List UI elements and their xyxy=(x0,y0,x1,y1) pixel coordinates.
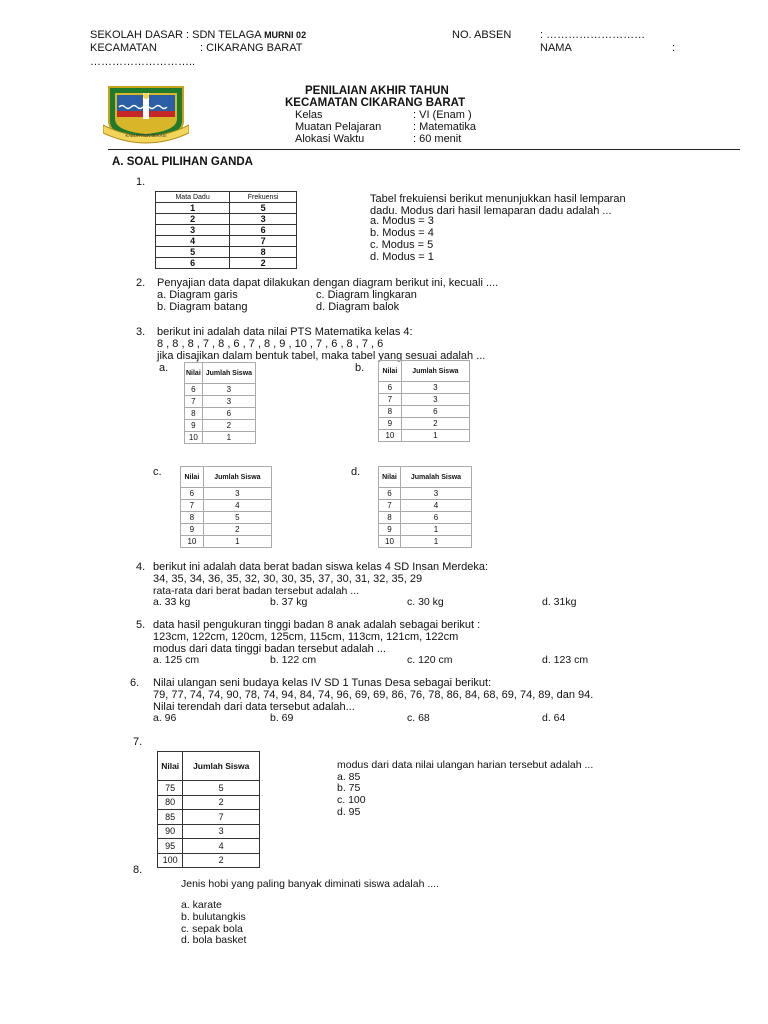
cell: 1 xyxy=(400,524,471,536)
cell: 10 xyxy=(379,536,401,548)
table-row xyxy=(156,225,297,236)
table-row xyxy=(379,488,472,500)
q5-option-a: a. 125 cm xyxy=(153,654,200,666)
q8-option-c: c. sepak bola xyxy=(181,923,243,935)
district-label: KECAMATAN xyxy=(90,42,157,54)
cell: 6 xyxy=(185,384,203,396)
cell: 3 xyxy=(400,488,471,500)
q3-letter-c: c. xyxy=(153,466,162,478)
q4-option-b: b. 37 kg xyxy=(270,596,308,608)
q8-option-a: a. karate xyxy=(181,899,222,911)
cell: 6 xyxy=(379,382,402,394)
cell: 3 xyxy=(202,384,255,396)
table-row xyxy=(181,512,272,524)
table-row xyxy=(158,839,260,854)
q1-text-2: dadu. Modus dari hasil lemaparan dadu adalah ... xyxy=(370,205,612,217)
q7-option-b: b. 75 xyxy=(337,782,361,794)
q1-option-c: c. Modus = 5 xyxy=(370,239,434,251)
cell: 6 xyxy=(181,488,204,500)
table-row xyxy=(156,236,297,247)
header-jumlah: Jumlah Siswa xyxy=(202,363,255,384)
cell: 2 xyxy=(401,418,469,430)
info-kelas-value: : VI (Enam ) xyxy=(413,109,472,121)
absen-label: NO. ABSEN xyxy=(452,29,512,41)
q7-number: 7. xyxy=(133,736,143,748)
title-line-2: KECAMATAN CIKARANG BARAT xyxy=(285,97,466,109)
q8-option-b: b. bulutangkis xyxy=(181,911,246,923)
cell: 7 xyxy=(379,500,401,512)
q6-text-2: 79, 77, 74, 74, 90, 78, 74, 94, 84, 74, 96, 69, 69, 86, 76, 78, 86, 84, 68, 69, 74, 89, dan 94. xyxy=(153,689,594,701)
cell: 5 xyxy=(156,247,230,258)
table-row xyxy=(379,406,470,418)
cell: 3 xyxy=(401,382,469,394)
q1-option-b: b. Modus = 4 xyxy=(370,227,434,239)
cell: 7 xyxy=(230,236,297,247)
q5-option-c: c. 120 cm xyxy=(407,654,453,666)
table-row xyxy=(156,214,297,225)
cell: 10 xyxy=(181,536,204,548)
q1-number: 1. xyxy=(136,176,146,188)
cell: 2 xyxy=(230,258,297,269)
cell: 5 xyxy=(230,203,297,214)
cell: 95 xyxy=(158,839,183,854)
q2-option-b: b. Diagram batang xyxy=(157,301,248,313)
cell: 1 xyxy=(202,432,255,444)
section-title: A. SOAL PILIHAN GANDA xyxy=(112,156,253,168)
cell: 90 xyxy=(158,824,183,839)
q2-text: Penyajian data dapat dilakukan dengan diagram berikut ini, kecuali .... xyxy=(157,277,499,289)
table-row xyxy=(185,408,256,420)
cell: 80 xyxy=(158,795,183,810)
cell: 8 xyxy=(379,512,401,524)
cell: 3 xyxy=(202,396,255,408)
table-row xyxy=(379,500,472,512)
table-row xyxy=(379,512,472,524)
q4-text-1: berikut ini adalah data berat badan siswa kelas 4 SD Insan Merdeka: xyxy=(153,561,489,573)
table-row xyxy=(181,488,272,500)
name-label: NAMA xyxy=(540,42,572,54)
cell: 7 xyxy=(185,396,203,408)
q2-option-a: a. Diagram garis xyxy=(157,289,238,301)
cell: 3 xyxy=(230,214,297,225)
cell: 7 xyxy=(181,500,204,512)
q2-number: 2. xyxy=(136,277,146,289)
cell: 1 xyxy=(156,203,230,214)
q8-text: Jenis hobi yang paling banyak diminati siswa adalah .... xyxy=(181,878,439,890)
cell: 100 xyxy=(158,853,183,868)
title-line-1: PENILAIAN AKHIR TAHUN xyxy=(305,85,449,97)
header-nilai: Nilai xyxy=(379,361,402,382)
q8-option-d: d. bola basket xyxy=(181,934,247,946)
cell: 85 xyxy=(158,810,183,825)
header-nilai: Nilai xyxy=(185,363,203,384)
school-value: SDN TELAGA xyxy=(192,29,261,41)
cell: 4 xyxy=(203,500,271,512)
table-row xyxy=(158,795,260,810)
q4-text-3: rata-rata dari berat badan tersebut adalah ... xyxy=(153,585,360,597)
q4-option-a: a. 33 kg xyxy=(153,596,191,608)
cell: 9 xyxy=(181,524,204,536)
q2-option-c: c. Diagram lingkaran xyxy=(316,289,417,301)
table-row xyxy=(181,536,272,548)
cell: 6 xyxy=(202,408,255,420)
q8-number: 8. xyxy=(133,864,143,876)
cell: 2 xyxy=(202,420,255,432)
header-jumlah: Jumlah Siswa xyxy=(183,752,260,781)
cell: 5 xyxy=(203,512,271,524)
cell: 2 xyxy=(156,214,230,225)
cell: 6 xyxy=(379,488,401,500)
cell: 8 xyxy=(185,408,203,420)
table-row xyxy=(379,536,472,548)
cell: 75 xyxy=(158,781,183,796)
district-value: : CIKARANG BARAT xyxy=(200,42,303,54)
header-nilai: Nilai xyxy=(379,467,401,488)
q3-table-a xyxy=(184,362,256,444)
header-jumlah: Jumlah Siswa xyxy=(203,467,271,488)
q3-table-c xyxy=(180,466,272,548)
q5-text-2: 123cm, 122cm, 120cm, 125cm, 115cm, 113cm, 121cm, 122cm xyxy=(153,631,459,643)
name-colon: : xyxy=(672,42,676,54)
q1-header-frekuensi: Frekuensi xyxy=(230,192,297,203)
q4-number: 4. xyxy=(136,561,146,573)
table-row xyxy=(158,824,260,839)
q4-text-2: 34, 35, 34, 36, 35, 32, 30, 30, 35, 37, 30, 31, 32, 35, 29 xyxy=(153,573,423,585)
table-row xyxy=(156,247,297,258)
q6-text-1: Nilai ulangan seni budaya kelas IV SD 1 Tunas Desa sebagai berikut: xyxy=(153,677,492,689)
name-dots: ……………………….. xyxy=(90,56,196,68)
q1-header-mata-dadu: Mata Dadu xyxy=(156,192,230,203)
cell: 3 xyxy=(183,824,260,839)
q5-number: 5. xyxy=(136,619,146,631)
cell: 10 xyxy=(379,430,402,442)
q7-option-c: c. 100 xyxy=(337,794,366,806)
cell: 10 xyxy=(185,432,203,444)
table-row xyxy=(379,382,470,394)
table-row xyxy=(185,384,256,396)
q3-text-3: jika disajikan dalam bentuk tabel, maka tabel yang sesuai adalah ... xyxy=(157,350,486,362)
header-nilai: Nilai xyxy=(158,752,183,781)
cell: 2 xyxy=(183,853,260,868)
table-row xyxy=(156,258,297,269)
cell: 2 xyxy=(183,795,260,810)
q4-option-d: d. 31kg xyxy=(542,596,577,608)
q3-text-1: berikut ini adalah data nilai PTS Matematika kelas 4: xyxy=(157,326,413,338)
info-muatan-value: : Matematika xyxy=(413,121,476,133)
cell: 6 xyxy=(400,512,471,524)
cell: 9 xyxy=(379,524,401,536)
q1-frequency-table xyxy=(155,191,297,269)
cell: 4 xyxy=(400,500,471,512)
school-line xyxy=(90,29,306,41)
cell: 8 xyxy=(230,247,297,258)
q3-table-d xyxy=(378,466,472,548)
cell: 6 xyxy=(230,225,297,236)
header-divider xyxy=(108,149,740,150)
cell: 1 xyxy=(203,536,271,548)
cell: 1 xyxy=(401,430,469,442)
cell: 3 xyxy=(156,225,230,236)
header-nilai: Nilai xyxy=(181,467,204,488)
info-muatan-label: Muatan Pelajaran xyxy=(295,121,382,133)
school-suffix: MURNI 02 xyxy=(264,30,307,40)
q3-text-2: 8 , 8 , 8 , 7 , 8 , 6 , 7 , 8 , 9 , 10 , 7 , 6 , 8 , 7 , 6 xyxy=(157,338,384,350)
header-jumlah: Jumlah Siswa xyxy=(401,361,469,382)
cell: 4 xyxy=(183,839,260,854)
q6-option-c: c. 68 xyxy=(407,712,430,724)
absen-value: : ……………………… xyxy=(540,29,646,41)
q5-option-b: b. 122 cm xyxy=(270,654,317,666)
table-row xyxy=(379,418,470,430)
cell: 5 xyxy=(183,781,260,796)
table-row xyxy=(158,781,260,796)
school-label: SEKOLAH DASAR xyxy=(90,29,183,41)
q4-option-c: c. 30 kg xyxy=(407,596,444,608)
q6-number: 6. xyxy=(130,677,140,689)
q3-table-b xyxy=(378,360,470,442)
table-row xyxy=(379,394,470,406)
q6-option-b: b. 69 xyxy=(270,712,294,724)
q7-option-a: a. 85 xyxy=(337,771,361,783)
cell: 7 xyxy=(183,810,260,825)
q1-option-a: a. Modus = 3 xyxy=(370,215,434,227)
info-kelas-label: Kelas xyxy=(295,109,323,121)
cell: 8 xyxy=(181,512,204,524)
q7-text: modus dari data nilai ulangan harian tersebut adalah ... xyxy=(337,759,594,771)
info-alokasi-label: Alokasi Waktu xyxy=(295,133,365,145)
info-alokasi-value: : 60 menit xyxy=(413,133,462,145)
table-row xyxy=(156,203,297,214)
table-row xyxy=(181,500,272,512)
regency-logo xyxy=(103,81,189,145)
q7-table xyxy=(157,751,260,868)
q3-letter-a: a. xyxy=(159,362,169,374)
cell: 4 xyxy=(156,236,230,247)
header-jumalah: Jumalah Siswa xyxy=(400,467,471,488)
table-row xyxy=(185,396,256,408)
table-row xyxy=(158,853,260,868)
q7-option-d: d. 95 xyxy=(337,806,361,818)
cell: 9 xyxy=(379,418,402,430)
q6-text-3: Nilai terendah dari data tersebut adalah... xyxy=(153,701,355,713)
cell: 7 xyxy=(379,394,402,406)
cell: 9 xyxy=(185,420,203,432)
cell: 2 xyxy=(203,524,271,536)
q3-letter-d: d. xyxy=(351,466,361,478)
q1-option-d: d. Modus = 1 xyxy=(370,251,434,263)
q1-text-1: Tabel frekuiensi berikut menunjukkan hasil lemparan xyxy=(370,193,626,205)
table-row xyxy=(379,524,472,536)
logo-caption: KABUPATEN BEKASI xyxy=(125,133,167,138)
q5-option-d: d. 123 cm xyxy=(542,654,589,666)
cell: 3 xyxy=(401,394,469,406)
cell: 6 xyxy=(156,258,230,269)
table-row xyxy=(181,524,272,536)
q2-option-d: d. Diagram balok xyxy=(316,301,400,313)
table-row xyxy=(379,430,470,442)
cell: 6 xyxy=(401,406,469,418)
q3-number: 3. xyxy=(136,326,146,338)
q5-text-1: data hasil pengukuran tinggi badan 8 anak adalah sebagai berikut : xyxy=(153,619,481,631)
school-sep: : xyxy=(185,29,190,41)
table-row xyxy=(158,810,260,825)
q3-letter-b: b. xyxy=(355,362,365,374)
q6-option-a: a. 96 xyxy=(153,712,177,724)
cell: 8 xyxy=(379,406,402,418)
q6-option-d: d. 64 xyxy=(542,712,566,724)
table-row xyxy=(185,420,256,432)
cell: 3 xyxy=(203,488,271,500)
table-row xyxy=(185,432,256,444)
q5-text-3: modus dari data tinggi badan tersebut adalah ... xyxy=(153,643,386,655)
cell: 1 xyxy=(400,536,471,548)
